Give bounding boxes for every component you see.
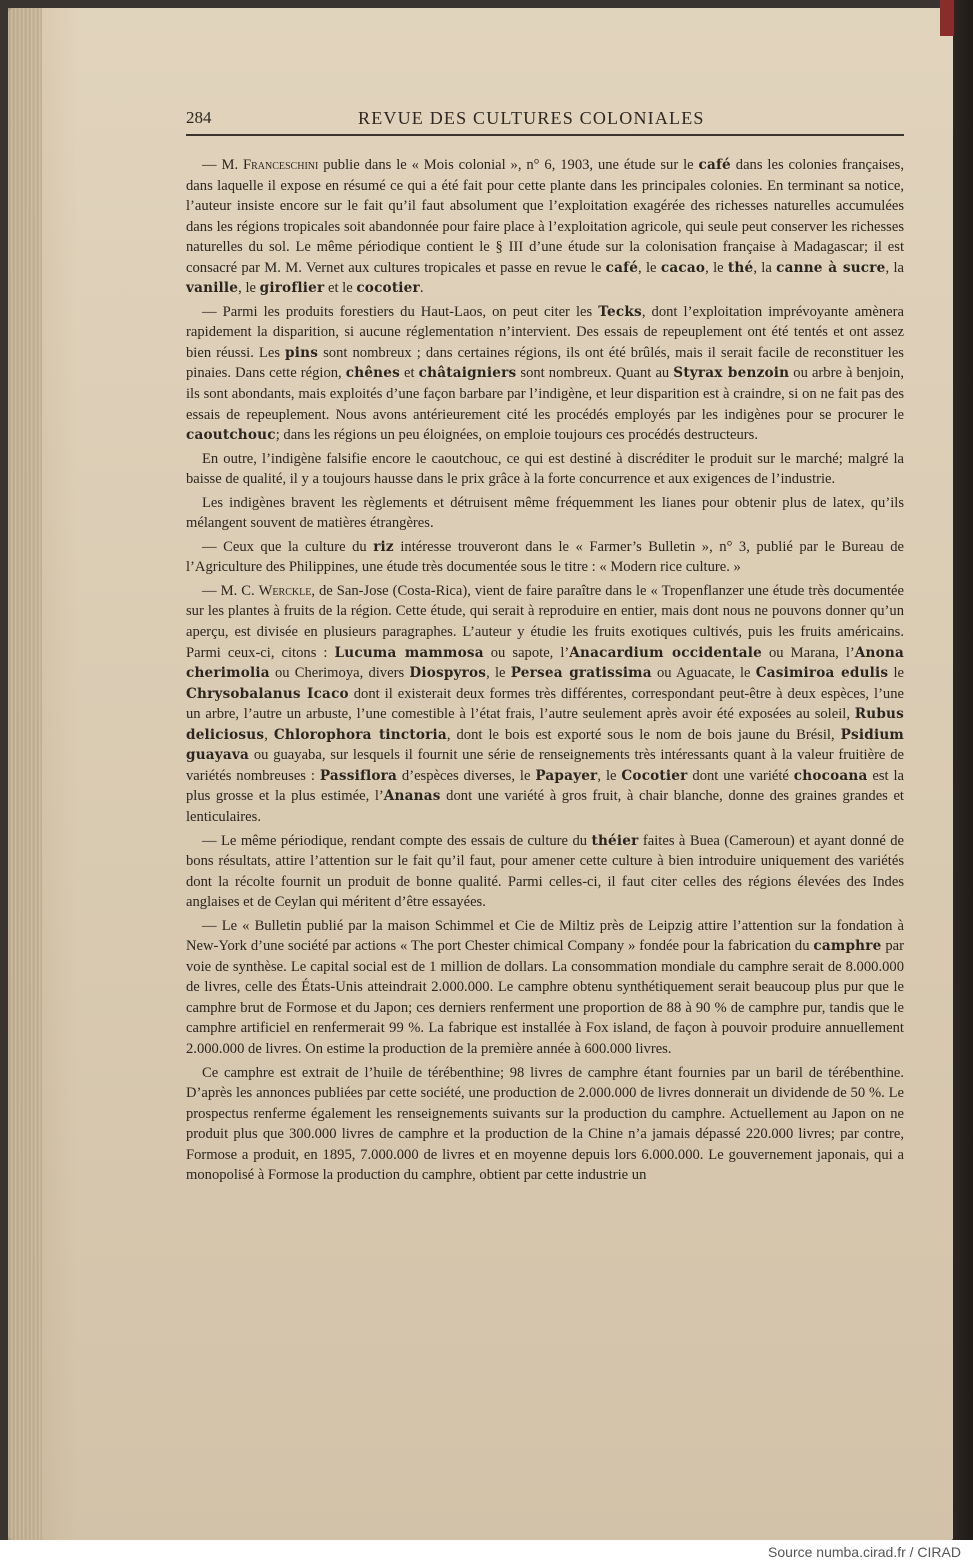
bookmark-ribbon xyxy=(940,0,954,36)
article-body xyxy=(186,155,904,1186)
text-run: le xyxy=(888,665,904,682)
text-run: ou guayaba, sur lesquels il fournit une série de renseignements très intéressants quant à la valeur fruitière de variétés nombreuses : xyxy=(186,747,904,784)
bold-term: café xyxy=(698,157,731,173)
author-name: Werckle xyxy=(258,582,312,599)
bold-term: Casimiroa edulis xyxy=(755,665,889,682)
bold-term: Anona cherimolia xyxy=(186,644,904,682)
book-spine-edge xyxy=(8,8,42,1540)
bold-term: caoutchouc xyxy=(186,427,276,444)
bold-term: camphre xyxy=(813,938,882,955)
text-run: — M. xyxy=(202,157,243,173)
bold-term: Anacardium occidentale xyxy=(569,644,762,661)
text-run: — Le « Bulletin publié par la maison Schimmel et Cie de Miltiz près de Leipzig attire l’attention sur la fondation à New-York d’une société par actions « The port Chester chimical Company » fondée pour la fabrication du xyxy=(186,917,904,955)
bold-term: Psidium guayava xyxy=(186,726,905,764)
text-run: ou arbre à benjoin, ils sont abondants, mais exploités d’une façon barbare par l’indigène, et leur disparition est à craindre, si on ne fait pas des essais de repeuplement. Nous avons antérieurement cité les procédés employés par les indigènes pour se procurer le xyxy=(186,365,904,423)
bold-term: Rubus deliciosus xyxy=(186,706,904,743)
text-run: — Parmi les produits forestiers du Haut-Laos, on peut citer les xyxy=(202,303,599,320)
text-run: , le xyxy=(705,259,728,276)
bold-term: café xyxy=(605,259,639,276)
text-run: sont nombreux. Quant au xyxy=(516,365,674,382)
text-run: faites à Buea (Cameroun) et ayant donné de bons résultats, attire l’attention sur le fait qu’il faut, pour amener cette culture à bien introduire uniquement des variétés dont la récolte fournit un produit de bonne qualité. Parmi celles-ci, il faut citer celles des régions élevées des Indes anglaises et de Ceylan qui méritent d’être essayées. xyxy=(186,832,905,911)
bold-term: canne à sucre xyxy=(776,259,886,276)
bold-term: vanille xyxy=(186,280,239,297)
text-run: , le xyxy=(638,259,661,276)
bold-term: Lucuma mammosa xyxy=(334,644,484,661)
text-run: ou Cherimoya, divers xyxy=(269,665,410,682)
text-run: — Le même périodique, rendant compte des essais de culture du xyxy=(202,832,592,849)
paragraph xyxy=(186,537,904,578)
paragraph xyxy=(186,1063,904,1186)
bold-term: Styrax benzoin xyxy=(673,365,790,382)
page-header xyxy=(186,108,904,136)
text-run: , dont l’exploitation imprévoyante amènera rapidement la disparition, si aucune réglementation n’intervient. Des essais de repeuplement ont été tentés et ont assez bien réussi. Les xyxy=(186,303,904,361)
paragraph xyxy=(186,493,904,534)
bold-term: Chrysobalanus Icaco xyxy=(186,685,349,702)
text-run: sont nombreux ; dans certaines régions, ils ont été brûlés, mais il serait facile de reconstituer les pinaies. Dans cette région, xyxy=(186,344,904,382)
bold-term: Passiflora xyxy=(319,767,398,784)
text-run: dont une variété à gros fruit, à chair blanche, donne des graines grandes et lenticulaires. xyxy=(186,788,904,825)
paragraph xyxy=(186,155,904,299)
text-run: . xyxy=(419,280,424,297)
bold-term: pins xyxy=(285,344,319,361)
book-cover-edge xyxy=(953,0,973,1540)
bold-term: Tecks xyxy=(598,303,642,320)
text-run: En outre, l’indigène falsifie encore le caoutchouc, ce qui est destiné à discréditer le produit sur le marché; malgré la baisse de qualité, il y a toujours hausse dans le prix grâce à la forte concurrence et aux exigences de l’industrie. xyxy=(186,450,904,488)
running-title: REVUE DES CULTURES COLONIALES xyxy=(358,108,705,128)
text-run: , dont le bois est exporté sous le nom de bois jaune du Brésil, xyxy=(446,726,841,743)
text-run: dans les colonies françaises, dans laquelle il expose en résumé ce qui a été fait pour cette plante dans les principales colonies. En terminant sa notice, l’auteur insiste encore sur le fait qu’il faut absolument que l’exploitation exagérée des richesses naturelles accumulées dans les régions tropicales soit abandonnée pour faire place à l’exploitation agricole, qui seule peut conserver les richesses naturelles du sol. Le même périodique contient le § III d’une étude sur la colonisation française à Madagascar; il est consacré par M. M. Vernet aux cultures tropicales et passe en revue le xyxy=(186,157,905,276)
bold-term: riz xyxy=(373,538,394,555)
text-run: ou Marana, l’ xyxy=(761,644,855,661)
bold-term: chênes xyxy=(345,365,400,382)
text-run: , la xyxy=(753,259,777,276)
text-run: ou sapote, l’ xyxy=(483,644,570,661)
text-run: et le xyxy=(324,280,357,297)
text-run: , le xyxy=(238,280,260,297)
text-run: dont il existerait deux formes très différentes, correspondant peut-être à deux espèces, l’une un arbre, l’autre un arbuste, l’une comestible à l’état frais, l’autre seulement après avoir été exposées au soleil, xyxy=(186,685,904,723)
bold-term: giroflier xyxy=(259,280,325,297)
text-run: dont une variété xyxy=(687,767,794,784)
text-run: — M. C. xyxy=(202,582,259,599)
text-run: par voie de synthèse. Le capital social est de 1 million de dollars. La consommation mondiale du camphre serait de 8.000.000 de livres, celle des États-Unis atteindrait 2.000.000. Le camphre obtenu synthétiquement serait beaucoup plus pur que le camphre brut de Formose et du Japon; ces derniers renferment une proportion de 88 à 90 % de camphre pur, tandis que le camphre artificiel en renfermerait 99 %. La fabrique est installée à Fox island, de façon à pouvoir produire annuellement 2.000.000 de livres. On estime la production de la première année à 600.000 livres. xyxy=(186,938,904,1057)
text-run: , de San-Jose (Costa-Rica), vient de faire paraître dans le « Tropenflanzer une étude très documentée sur les plantes à fruits de la région. Cette étude, qui serait à reproduire en entier, mais dont nous ne pouvons donner qu’un aperçu, est divisée en plusieurs paragraphes. L’auteur y étudie les fruits exotiques cultivés, puis les fruits américains. Parmi ceux-ci, citons : xyxy=(186,582,905,661)
bold-term: Chlorophora tinctoria xyxy=(273,726,447,743)
bold-term: Diospyros xyxy=(409,665,487,682)
footer-bar xyxy=(0,1540,973,1566)
bold-term: châtaigniers xyxy=(418,365,517,382)
bold-term: Ananas xyxy=(383,788,441,805)
source-credit: Source numba.cirad.fr / CIRAD xyxy=(768,1544,961,1560)
text-run: Les indigènes bravent les règlements et détruisent même fréquemment les lianes pour obtenir plus de latex, qu’ils mélangent souvent de matières étrangères. xyxy=(186,494,904,532)
bold-term: Persea gratissima xyxy=(510,665,652,682)
bold-term: théier xyxy=(591,832,639,849)
text-run: et xyxy=(399,365,419,382)
bold-term: cacao xyxy=(660,259,706,276)
paragraph xyxy=(186,581,904,828)
text-run: est la plus grosse et la plus estimée, l’ xyxy=(186,767,905,805)
bold-term: thé xyxy=(727,259,754,276)
text-run: d’espèces diverses, le xyxy=(397,767,536,784)
page-number: 284 xyxy=(186,108,212,127)
paragraph xyxy=(186,302,904,446)
text-run: intéresse trouveront dans le « Farmer’s Bulletin », n° 3, publié par le Bureau de l’Agriculture des Philippines, une étude très documentée sous le titre : « Modern rice culture. » xyxy=(186,538,904,576)
text-run: , le xyxy=(486,665,511,682)
author-name: Franceschini xyxy=(242,157,319,173)
text-run: ou Aguacate, le xyxy=(651,665,756,682)
bold-term: Papayer xyxy=(535,767,598,784)
paragraph xyxy=(186,449,904,490)
text-run: , le xyxy=(597,767,622,784)
bold-term: chocoana xyxy=(793,767,868,784)
paragraph xyxy=(186,831,904,913)
paragraph xyxy=(186,916,904,1060)
text-run: , la xyxy=(885,259,904,276)
bold-term: cocotier xyxy=(356,280,420,297)
text-run: , xyxy=(264,726,274,743)
text-run: ; dans les régions un peu éloignées, on emploie toujours ces procédés destructeurs. xyxy=(275,427,758,444)
bold-term: Cocotier xyxy=(621,767,688,784)
text-run: Ce camphre est extrait de l’huile de térébenthine; 98 livres de camphre étant fournies par un baril de térébenthine. D’après les annonces publiées par cette société, une production de 2.000.000 de livres donnerait un dividende de 50 %. Le prospectus renferme également les renseignements suivants sur la production du camphre. Actuellement au Japon on ne produit plus que 300.000 livres de camphre et la production de la Chine n’a jamais dépassé 220.000 livres; par contre, Formose a produit, en 1895, 7.000.000 de livres et en moyenne depuis lors 6.000.000. Le gouvernement japonais, qui a monopolisé à Formose la production du camphre, obtient par cette industrie un xyxy=(186,1064,904,1184)
text-run: publie dans le « Mois colonial », n° 6, 1903, une étude sur le xyxy=(318,157,699,173)
text-run: — Ceux que la culture du xyxy=(202,538,374,555)
